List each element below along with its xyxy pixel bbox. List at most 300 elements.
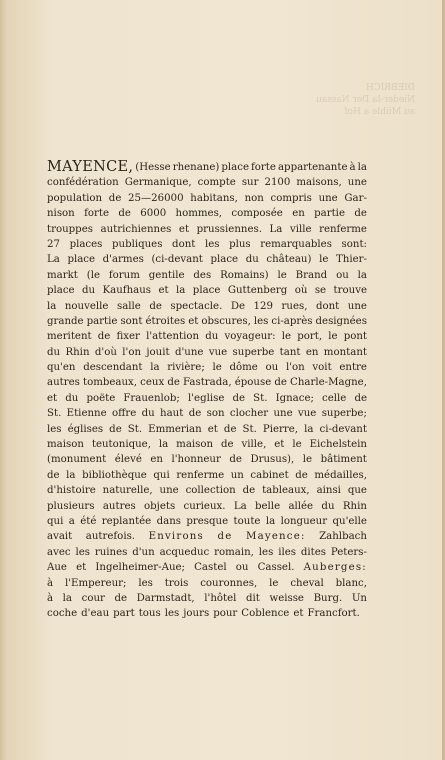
word: à	[47, 577, 54, 589]
word: forum	[108, 269, 140, 281]
word: nouvelle	[64, 300, 109, 312]
word: une	[347, 300, 367, 312]
word: de	[118, 208, 131, 220]
word: qu'elle	[332, 515, 367, 527]
word: renferme	[319, 223, 367, 235]
word: compte	[197, 177, 236, 189]
binding-edge	[0, 0, 7, 760]
word: compris	[270, 192, 312, 204]
word: du	[141, 408, 155, 420]
word: maison	[176, 439, 214, 451]
word: l'on	[285, 362, 305, 374]
word: d'armes	[102, 254, 144, 266]
text-line	[47, 252, 367, 267]
word: l'eglise	[187, 392, 225, 404]
show-through-line: Nieder-la Der Nassau	[316, 95, 415, 105]
word: la	[265, 515, 276, 527]
word: la	[66, 469, 76, 481]
word: le	[277, 269, 287, 281]
word: autrefois.	[85, 531, 136, 543]
word: Zahlbach	[319, 531, 367, 543]
text-line	[47, 514, 367, 529]
word: qu'en	[47, 362, 76, 374]
word: les	[47, 423, 62, 435]
word: médailles,	[314, 469, 367, 481]
word: Frauenlob;	[123, 392, 180, 404]
word: Rhin	[65, 346, 90, 358]
word: tableaux,	[262, 485, 310, 497]
text-line	[47, 175, 367, 190]
word: trouve	[333, 285, 367, 297]
word: dites	[300, 546, 326, 558]
word: dont	[315, 300, 340, 312]
word: non	[244, 192, 264, 204]
word: allée	[288, 500, 314, 512]
text-line	[47, 468, 367, 483]
word: part	[113, 608, 135, 620]
word: couronnes,	[200, 577, 258, 589]
word: rivière;	[167, 362, 205, 374]
word: de	[274, 377, 287, 389]
word: partie	[314, 208, 345, 220]
word: les	[164, 608, 180, 620]
word: Ingelheimer-Aue;	[95, 562, 185, 574]
word: places	[69, 238, 103, 250]
show-through-line: au Mühle a Hof	[344, 107, 415, 117]
word: Coblence	[241, 608, 290, 620]
word: la	[357, 162, 367, 173]
word: forte	[251, 162, 276, 173]
word: bâtiment	[320, 454, 367, 466]
word: une	[159, 485, 179, 497]
word: dont	[172, 238, 196, 250]
word: cabinet	[250, 469, 289, 481]
word: collection	[185, 485, 236, 497]
word: la	[47, 300, 57, 312]
word: Gar-	[344, 192, 367, 204]
word: rhenane)	[172, 162, 220, 173]
word: markt	[47, 269, 78, 281]
word: poëte	[86, 392, 116, 404]
word: trois	[164, 577, 189, 589]
text-line	[47, 206, 367, 221]
word: du	[82, 285, 96, 297]
word: cheval	[290, 577, 324, 589]
word: objets	[144, 500, 176, 512]
word: blanc,	[335, 577, 367, 589]
word: un	[230, 469, 244, 481]
word: sur	[241, 177, 259, 189]
word: tous	[138, 608, 161, 620]
word: tombeaux,	[82, 377, 138, 389]
text-line	[47, 237, 367, 252]
word: Castel	[194, 562, 227, 574]
word: (ci-devant	[151, 254, 203, 266]
word: Guttenberg	[227, 285, 288, 297]
word: à	[349, 162, 356, 173]
word: autrichiennes	[100, 223, 172, 235]
word: nison	[47, 208, 75, 220]
word: de	[354, 392, 367, 404]
word: presque	[186, 515, 229, 527]
word: de	[232, 392, 246, 404]
word: Un	[351, 592, 367, 604]
word: 25—26000	[128, 192, 184, 204]
word: port,	[297, 331, 323, 343]
text-line	[47, 391, 367, 406]
word: jours	[183, 608, 210, 620]
text-line	[47, 375, 367, 390]
word: a	[68, 515, 75, 527]
word: habitans,	[190, 192, 238, 204]
word: une	[273, 408, 293, 420]
word: plus	[229, 238, 251, 250]
word: Aue	[47, 562, 67, 574]
word: autres	[47, 377, 80, 389]
word: de	[114, 592, 128, 604]
text-line	[47, 560, 367, 575]
word: Francfort.	[307, 608, 360, 620]
word: Germanique,	[124, 177, 192, 189]
word: 2100	[264, 177, 291, 189]
word: ci-devant	[319, 423, 367, 435]
word: le	[302, 454, 313, 466]
word: l'on	[122, 346, 142, 358]
word: une	[347, 177, 367, 189]
word: plusieurs	[47, 500, 95, 512]
word: de	[295, 469, 308, 481]
word: de	[47, 469, 60, 481]
word: St.	[47, 408, 62, 420]
word: appartenante	[277, 162, 348, 173]
word: l'Empereur;	[64, 577, 127, 589]
text-line	[47, 191, 367, 206]
word: place	[67, 254, 96, 266]
word: où	[294, 285, 308, 297]
word: St.	[253, 392, 268, 404]
word: Darmstadt,	[136, 592, 195, 604]
word: du	[245, 254, 259, 266]
word: La	[47, 254, 60, 266]
word: St.	[242, 423, 257, 435]
word: pour	[213, 608, 238, 620]
word: place	[221, 162, 249, 173]
word: voyageur:	[224, 331, 276, 343]
word: une	[318, 192, 338, 204]
word: vue	[297, 408, 317, 420]
show-through-text	[295, 82, 415, 122]
word: belle	[255, 500, 281, 512]
word: ville	[289, 223, 312, 235]
word: bibliothèque	[82, 469, 147, 481]
word: curieux.	[183, 500, 226, 512]
word: l'honneur	[171, 454, 221, 466]
word: le	[292, 439, 302, 451]
text-line	[47, 345, 367, 360]
word: Emmerian	[148, 423, 202, 435]
word: Thier-	[335, 254, 367, 266]
word: Auberges:	[303, 562, 367, 574]
word: l'attention	[146, 331, 200, 343]
word: de	[167, 377, 180, 389]
word: se	[314, 285, 327, 297]
word: voit	[312, 362, 332, 374]
word: et	[47, 392, 58, 404]
word: montant	[323, 346, 367, 358]
word: La	[233, 500, 247, 512]
text-line	[47, 160, 367, 175]
word: qui	[47, 515, 64, 527]
text-line	[47, 422, 367, 437]
word: (le	[86, 269, 101, 281]
word: hommes,	[175, 208, 223, 220]
word: publiques	[111, 238, 163, 250]
word: forte	[84, 208, 109, 220]
word: du	[65, 392, 79, 404]
word: à	[47, 592, 54, 604]
word: étroites	[145, 315, 186, 327]
word: et	[293, 608, 304, 620]
word: Peters-	[330, 546, 367, 558]
word: sont:	[341, 238, 367, 250]
word: de	[188, 408, 202, 420]
word: été	[80, 515, 97, 527]
word: de	[223, 423, 237, 435]
word: du	[205, 331, 219, 343]
word: de	[354, 208, 367, 220]
word: Romains)	[220, 269, 269, 281]
word: romain,	[214, 546, 254, 558]
word: teutonique,	[91, 439, 151, 451]
word: Fastrada,	[183, 377, 232, 389]
word: de	[221, 439, 234, 451]
word: et	[207, 423, 218, 435]
word: les	[138, 577, 153, 589]
word: avait	[47, 531, 73, 543]
word: celle	[322, 392, 347, 404]
word: dans	[156, 515, 181, 527]
word: de	[242, 485, 256, 497]
word: haut	[160, 408, 184, 420]
word: place	[192, 285, 221, 297]
word: De	[230, 300, 246, 312]
word: que	[347, 485, 367, 497]
word: pont	[343, 331, 367, 343]
text-line	[47, 299, 367, 314]
word: tant	[279, 346, 301, 358]
word: ou	[265, 362, 279, 374]
word: Etienne	[66, 408, 107, 420]
word: gentile	[148, 269, 185, 281]
word: et	[158, 285, 169, 297]
word: toute	[233, 515, 261, 527]
word: salle	[116, 300, 141, 312]
word: dit	[246, 592, 260, 604]
text-line	[47, 576, 367, 591]
word: superbe	[232, 346, 275, 358]
text-line	[47, 437, 367, 452]
word: Cassel.	[257, 562, 295, 574]
word: ceux	[140, 377, 165, 389]
word: 6000	[140, 208, 167, 220]
text-line	[47, 268, 367, 283]
word: iles	[278, 546, 296, 558]
word: Charle-Magne,	[290, 377, 367, 389]
word: son	[206, 408, 225, 420]
text-line	[47, 329, 367, 344]
word: églises	[67, 423, 104, 435]
word: 27	[47, 238, 60, 250]
word: le	[269, 577, 279, 589]
word: prussiennes.	[196, 223, 262, 235]
show-through-line: DIEBRICH	[365, 83, 415, 93]
word: maisons,	[296, 177, 342, 189]
word: sont	[120, 315, 143, 327]
text-line	[47, 483, 367, 498]
word: La	[269, 223, 283, 235]
word: obscures,	[201, 315, 251, 327]
word: et	[76, 562, 87, 574]
word: Burg.	[313, 592, 343, 604]
word: fixer	[116, 331, 140, 343]
word: Brand	[295, 269, 328, 281]
word: qui	[153, 469, 170, 481]
word: la	[158, 439, 169, 451]
word: replantée	[101, 515, 152, 527]
word: Kaufhaus	[102, 285, 152, 297]
word: population	[47, 192, 103, 204]
text-line	[47, 222, 367, 237]
word: Environs	[148, 531, 204, 543]
word: acqueduc	[159, 546, 210, 558]
word: avec	[47, 546, 71, 558]
word: rues,	[281, 300, 308, 312]
text-line	[47, 360, 367, 375]
word: vue	[208, 346, 228, 358]
word: et	[188, 315, 199, 327]
text-line	[47, 545, 367, 560]
word: en	[150, 454, 163, 466]
word: de	[97, 331, 111, 343]
word: l'hôtel	[204, 592, 237, 604]
word: des	[193, 269, 212, 281]
word: ruines	[94, 546, 128, 558]
word: de	[109, 423, 122, 435]
word: longueur	[280, 515, 328, 527]
word: les	[253, 315, 269, 327]
word: offre	[111, 408, 137, 420]
word: du	[321, 500, 335, 512]
lead-word: MAYENCE,	[47, 159, 134, 175]
word: et	[178, 223, 190, 235]
word: clocher	[229, 408, 269, 420]
text-line	[47, 591, 367, 606]
word: (Hesse	[135, 162, 171, 173]
word: remarquables	[260, 238, 332, 250]
word: spectacle.	[170, 300, 223, 312]
word: coche	[47, 608, 78, 620]
word: d'où	[94, 346, 117, 358]
text-line	[47, 499, 367, 514]
word: la	[150, 362, 160, 374]
mayence-paragraph	[47, 160, 367, 622]
word: la	[176, 285, 186, 297]
text-line	[47, 283, 367, 298]
word: autres	[102, 500, 136, 512]
word: les	[75, 546, 90, 558]
word: composée	[231, 208, 283, 220]
word: la	[357, 269, 367, 281]
word: Ignace;	[275, 392, 314, 404]
word: ainsi	[316, 485, 341, 497]
word: meritent	[47, 331, 92, 343]
word: (monument	[47, 454, 107, 466]
word: du	[47, 346, 61, 358]
word: d'histoire	[47, 485, 96, 497]
text-line	[47, 314, 367, 329]
word: entre	[339, 362, 367, 374]
word: les	[258, 546, 274, 558]
text-line	[47, 606, 367, 621]
word: grande	[47, 315, 84, 327]
word: Eichelstein	[309, 439, 367, 451]
word: de	[108, 192, 122, 204]
word: place	[210, 254, 239, 266]
word: ville,	[241, 439, 267, 451]
word: élevé	[114, 454, 142, 466]
text-line	[47, 529, 367, 544]
word: 129	[253, 300, 273, 312]
word: de	[149, 300, 162, 312]
word: naturelle,	[102, 485, 153, 497]
word: le	[281, 331, 292, 343]
word: trouppes	[47, 223, 93, 235]
word: le	[328, 331, 338, 343]
word: d'un	[132, 546, 155, 558]
word: jouit	[146, 346, 170, 358]
word: Drusus),	[250, 454, 295, 466]
word: la	[304, 423, 314, 435]
word: place	[47, 285, 75, 297]
word: Rhin	[342, 500, 367, 512]
word: renferme	[176, 469, 225, 481]
word: ou	[336, 269, 349, 281]
word: designées	[315, 315, 367, 327]
word: de	[229, 454, 242, 466]
word: superbe;	[321, 408, 367, 420]
word: et	[274, 439, 285, 451]
word: en	[305, 346, 319, 358]
word: le	[212, 362, 222, 374]
word: d'une	[174, 346, 204, 358]
word: dôme	[229, 362, 258, 374]
word: descendant	[83, 362, 143, 374]
word: le	[319, 254, 329, 266]
word: cour	[81, 592, 105, 604]
word: en	[292, 208, 305, 220]
word: partie	[86, 315, 118, 327]
word: de	[217, 531, 233, 543]
word: les	[204, 238, 220, 250]
word: Mayence:	[245, 531, 306, 543]
word: ci-après	[271, 315, 313, 327]
text-line	[47, 406, 367, 421]
word: épouse	[234, 377, 272, 389]
word: confédération	[47, 177, 119, 189]
word: ou	[235, 562, 249, 574]
text-line	[47, 452, 367, 467]
word: maison	[47, 439, 84, 451]
